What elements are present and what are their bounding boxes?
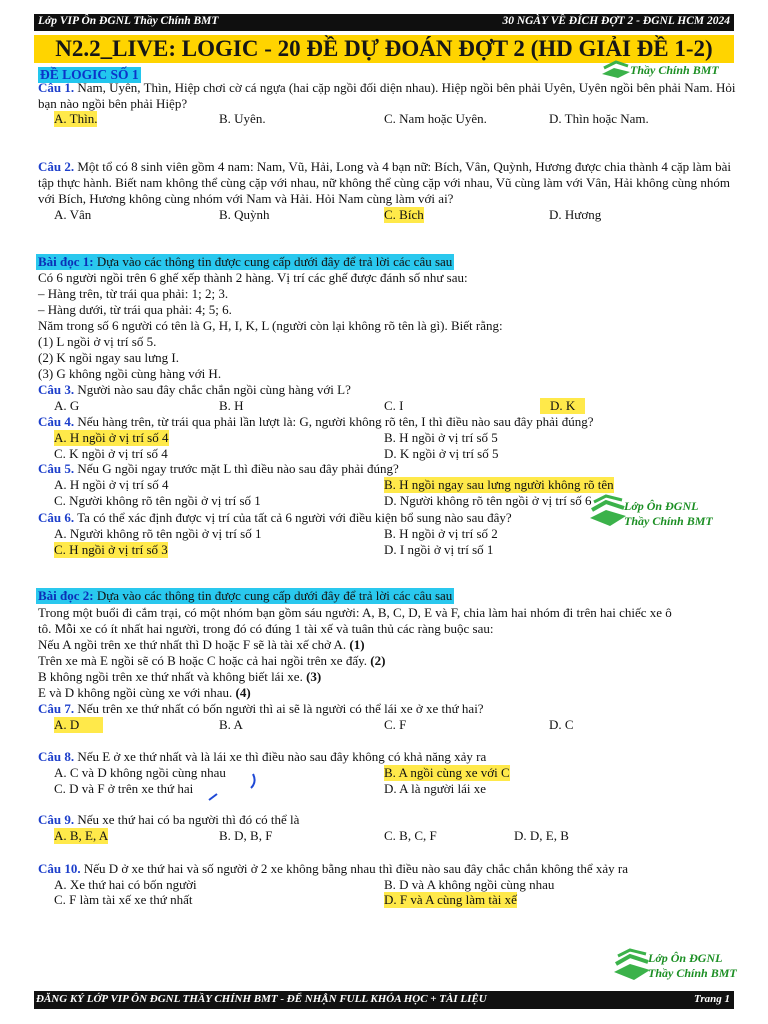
q4-option-a[interactable]: A. H ngồi ở vị trí số 4 — [54, 430, 169, 445]
book-icon — [600, 58, 632, 78]
q5-option-b[interactable]: B. H ngồi ngay sau lưng người không rõ tên — [384, 477, 614, 492]
reading-instruction: Dựa vào các thông tin được cung cấp dưới đây để trả lời các câu sau — [93, 254, 453, 269]
question-text: Nam, Uyên, Thìn, Hiệp chơi cờ cá ngựa (hai cặp ngồi đối diện nhau). Hiệp ngồi bên phải Uyên, Uyên ngồi bên phải Nam. Hỏi bạn nào ngồi bên phải Hiệp? — [38, 80, 736, 111]
header-bar — [34, 14, 734, 31]
logo-text-line1: Lớp Ôn ĐGNL — [648, 951, 723, 965]
question-7 — [38, 701, 738, 717]
reading-2-rule — [38, 653, 385, 669]
rule-text: Trên xe mà E ngồi sẽ có B hoặc C hoặc cả hai ngồi trên xe đấy. — [38, 653, 367, 668]
question-text: Nếu G ngồi ngay trước mặt L thì điều nào sau đây phải đúng? — [77, 461, 399, 476]
q5-option-d[interactable]: D. Người không rõ tên ngồi ở vị trí số 6 — [384, 493, 592, 508]
reading-2-rule — [38, 637, 365, 653]
reading-instruction: Dựa vào các thông tin được cung cấp dưới đây để trả lời các câu sau — [93, 588, 453, 603]
question-3 — [38, 382, 738, 398]
question-1 — [38, 80, 738, 112]
reading-2-rule — [38, 669, 321, 685]
question-number: Câu 6. — [38, 510, 75, 525]
footer-left: ĐĂNG KÝ LỚP VIP ÔN ĐGNL THẦY CHÍNH BMT - ĐỂ NHẬN FULL KHÓA HỌC + TÀI LIỆU — [36, 993, 487, 1005]
q4-option-c[interactable]: C. K ngồi ở vị trí số 4 — [54, 446, 168, 461]
question-text: Nếu D ở xe thứ hai và số người ở 2 xe không bằng nhau thì điều nào sau đây chắc chắn không thể xảy ra — [83, 861, 628, 876]
q8-option-a[interactable]: A. C và D không ngồi cùng nhau — [54, 765, 226, 780]
page-title: N2.2_LIVE: LOGIC - 20 ĐỀ DỰ ĐOÁN ĐỢT 2 (HD GIẢI ĐỀ 1-2) — [34, 35, 734, 63]
reading-label: Bài đọc 2: — [38, 588, 94, 603]
section-title: ĐỀ LOGIC SỐ 1 — [40, 67, 139, 82]
question-number: Câu 8. — [38, 749, 75, 764]
question-number: Câu 3. — [38, 382, 75, 397]
reading-1-line: – Hàng trên, từ trái qua phải: 1; 2; 3. — [38, 286, 229, 301]
q6-option-a[interactable]: A. Người không rõ tên ngồi ở vị trí số 1 — [54, 526, 262, 541]
rule-tag: (2) — [370, 653, 386, 668]
q3-option-d[interactable]: D. K — [540, 398, 585, 414]
q7-option-c[interactable]: C. F — [384, 717, 407, 732]
q3-option-c[interactable]: C. I — [384, 398, 404, 413]
reading-1-line: Năm trong số 6 người có tên là G, H, I, K, L (người còn lại không rõ tên là gì). Biết rằng: — [38, 318, 503, 333]
logo-text: Thầy Chính BMT — [630, 63, 719, 77]
q9-option-c[interactable]: C. B, C, F — [384, 828, 437, 843]
footer-bar — [34, 991, 734, 1009]
question-number: Câu 1. — [38, 80, 75, 95]
question-text: Nếu trên xe thứ nhất có bốn người thì ai sẽ là người có thể lái xe ở xe thứ hai? — [77, 701, 484, 716]
brand-logo-bottom — [612, 942, 742, 984]
q3-option-a[interactable]: A. G — [54, 398, 80, 413]
logo-text-line2: Thầy Chính BMT — [648, 966, 737, 980]
reading-2-line: tô. Mỗi xe có ít nhất hai người, trong đó có đúng 1 tài xế và tuân thủ các ràng buộc sau: — [38, 621, 494, 636]
header-right: 30 NGÀY VỀ ĐÍCH ĐỢT 2 - ĐGNL HCM 2024 — [502, 15, 730, 27]
q9-option-a[interactable]: A. B, E, A — [54, 828, 109, 843]
q10-option-d[interactable]: D. F và A cùng làm tài xế — [384, 892, 517, 907]
q2-option-d[interactable]: D. Hương — [549, 207, 602, 222]
reading-label: Bài đọc 1: — [38, 254, 94, 269]
question-text: Người nào sau đây chắc chắn ngồi cùng hàng với L? — [77, 382, 351, 397]
question-text: Nếu xe thứ hai có ba người thì đó có thể là — [77, 812, 300, 827]
question-2 — [38, 159, 738, 207]
question-9 — [38, 812, 738, 828]
q10-option-b[interactable]: B. D và A không ngồi cùng nhau — [384, 877, 555, 892]
q1-option-c[interactable]: C. Nam hoặc Uyên. — [384, 111, 487, 126]
question-number: Câu 5. — [38, 461, 75, 476]
q6-option-c[interactable]: C. H ngồi ở vị trí số 3 — [54, 542, 168, 557]
book-icon — [612, 944, 652, 982]
question-text: Nếu E ở xe thứ nhất và là lái xe thì điều nào sau đây không có khả năng xảy ra — [77, 749, 487, 764]
q9-option-d[interactable]: D. D, E, B — [514, 828, 569, 843]
q10-option-a[interactable]: A. Xe thứ hai có bốn người — [54, 877, 197, 892]
reading-1-line: (1) L ngồi ở vị trí số 5. — [38, 334, 157, 349]
q1-option-b[interactable]: B. Uyên. — [219, 111, 266, 126]
reading-1-line: – Hàng dưới, từ trái qua phải: 4; 5; 6. — [38, 302, 232, 317]
question-number: Câu 9. — [38, 812, 75, 827]
q3-option-b[interactable]: B. H — [219, 398, 244, 413]
reading-1-line: Có 6 người ngồi trên 6 ghế xếp thành 2 hàng. Vị trí các ghế được đánh số như sau: — [38, 270, 468, 285]
question-text: Ta có thể xác định được vị trí của tất cả 6 người với điều kiện bổ sung nào sau đây? — [77, 510, 512, 525]
q8-option-b[interactable]: B. A ngồi cùng xe với C — [384, 765, 510, 780]
question-number: Câu 4. — [38, 414, 75, 429]
rule-text: E và D không ngồi cùng xe với nhau. — [38, 685, 233, 700]
q6-option-d[interactable]: D. I ngồi ở vị trí số 1 — [384, 542, 494, 557]
reading-2-header — [36, 588, 454, 604]
q5-option-a[interactable]: A. H ngồi ở vị trí số 4 — [54, 477, 169, 492]
pen-check-mark — [205, 770, 265, 804]
q2-option-b[interactable]: B. Quỳnh — [219, 207, 270, 222]
question-number: Câu 10. — [38, 861, 81, 876]
question-6 — [38, 510, 738, 526]
q1-option-d[interactable]: D. Thìn hoặc Nam. — [549, 111, 649, 126]
q1-option-a[interactable]: A. Thìn. — [54, 111, 98, 126]
brand-logo-top — [600, 58, 740, 80]
q10-option-c[interactable]: C. F làm tài xế xe thứ nhất — [54, 892, 193, 907]
reading-1-header — [36, 254, 454, 270]
question-text: Nếu hàng trên, từ trái qua phải lần lượt là: G, người không rõ tên, I thì điều nào sau đây phải đúng? — [77, 414, 594, 429]
logo-text-line2: Thầy Chính BMT — [624, 514, 713, 528]
question-4 — [38, 414, 738, 430]
reading-1-line: (3) G không ngồi cùng hàng với H. — [38, 366, 222, 381]
question-number: Câu 2. — [38, 159, 75, 174]
q9-option-b[interactable]: B. D, B, F — [219, 828, 273, 843]
question-10 — [38, 861, 738, 877]
question-text: Một tổ có 8 sinh viên gồm 4 nam: Nam, Vũ, Hải, Long và 4 bạn nữ: Bích, Vân, Quỳnh, Hương được chia thành 4 cặp làm bài tập thực hành. Biết nam không thể cùng cặp với nhau, nữ không thể cùng cặp với nhau, Vũ cùng làm với Vân, Hải không cùng nhóm với Bích, Hương không cùng nhóm với Nam và Hải. Hỏi Nam cùng làm với ai? — [38, 159, 731, 206]
q2-option-c[interactable]: C. Bích — [384, 207, 424, 222]
question-number: Câu 7. — [38, 701, 75, 716]
rule-tag: (4) — [235, 685, 251, 700]
q2-option-a[interactable]: A. Vân — [54, 207, 92, 222]
page-number: Trang 1 — [694, 993, 730, 1005]
rule-tag: (1) — [349, 637, 365, 652]
header-left: Lớp VIP Ôn ĐGNL Thầy Chính BMT — [38, 15, 219, 27]
q8-option-c[interactable]: C. D và F ở trên xe thứ hai — [54, 781, 194, 796]
q5-option-c[interactable]: C. Người không rõ tên ngồi ở vị trí số 1 — [54, 493, 261, 508]
q4-option-d[interactable]: D. K ngồi ở vị trí số 5 — [384, 446, 499, 461]
reading-2-line: Trong một buổi đi cắm trại, có một nhóm bạn gồm sáu người: A, B, C, D, E và F, chia làm hai nhóm đi trên hai chiếc xe ô — [38, 605, 672, 620]
reading-2-rule — [38, 685, 251, 701]
q6-option-b[interactable]: B. H ngồi ở vị trí số 2 — [384, 526, 498, 541]
rule-text: Nếu A ngồi trên xe thứ nhất thì D hoặc F sẽ là tài xế chở A. — [38, 637, 347, 652]
q7-option-a[interactable]: A. D — [54, 717, 103, 733]
rule-text: B không ngồi trên xe thứ nhất và không biết lái xe. — [38, 669, 303, 684]
q7-option-b[interactable]: B. A — [219, 717, 243, 732]
q4-option-b[interactable]: B. H ngồi ở vị trí số 5 — [384, 430, 498, 445]
reading-1-line: (2) K ngồi ngay sau lưng I. — [38, 350, 179, 365]
q7-option-d[interactable]: D. C — [549, 717, 574, 732]
q8-option-d[interactable]: D. A là người lái xe — [384, 781, 487, 796]
question-8 — [38, 749, 738, 765]
logo-text-line1: Lớp Ôn ĐGNL — [624, 499, 699, 513]
rule-tag: (3) — [306, 669, 322, 684]
question-5 — [38, 461, 738, 477]
